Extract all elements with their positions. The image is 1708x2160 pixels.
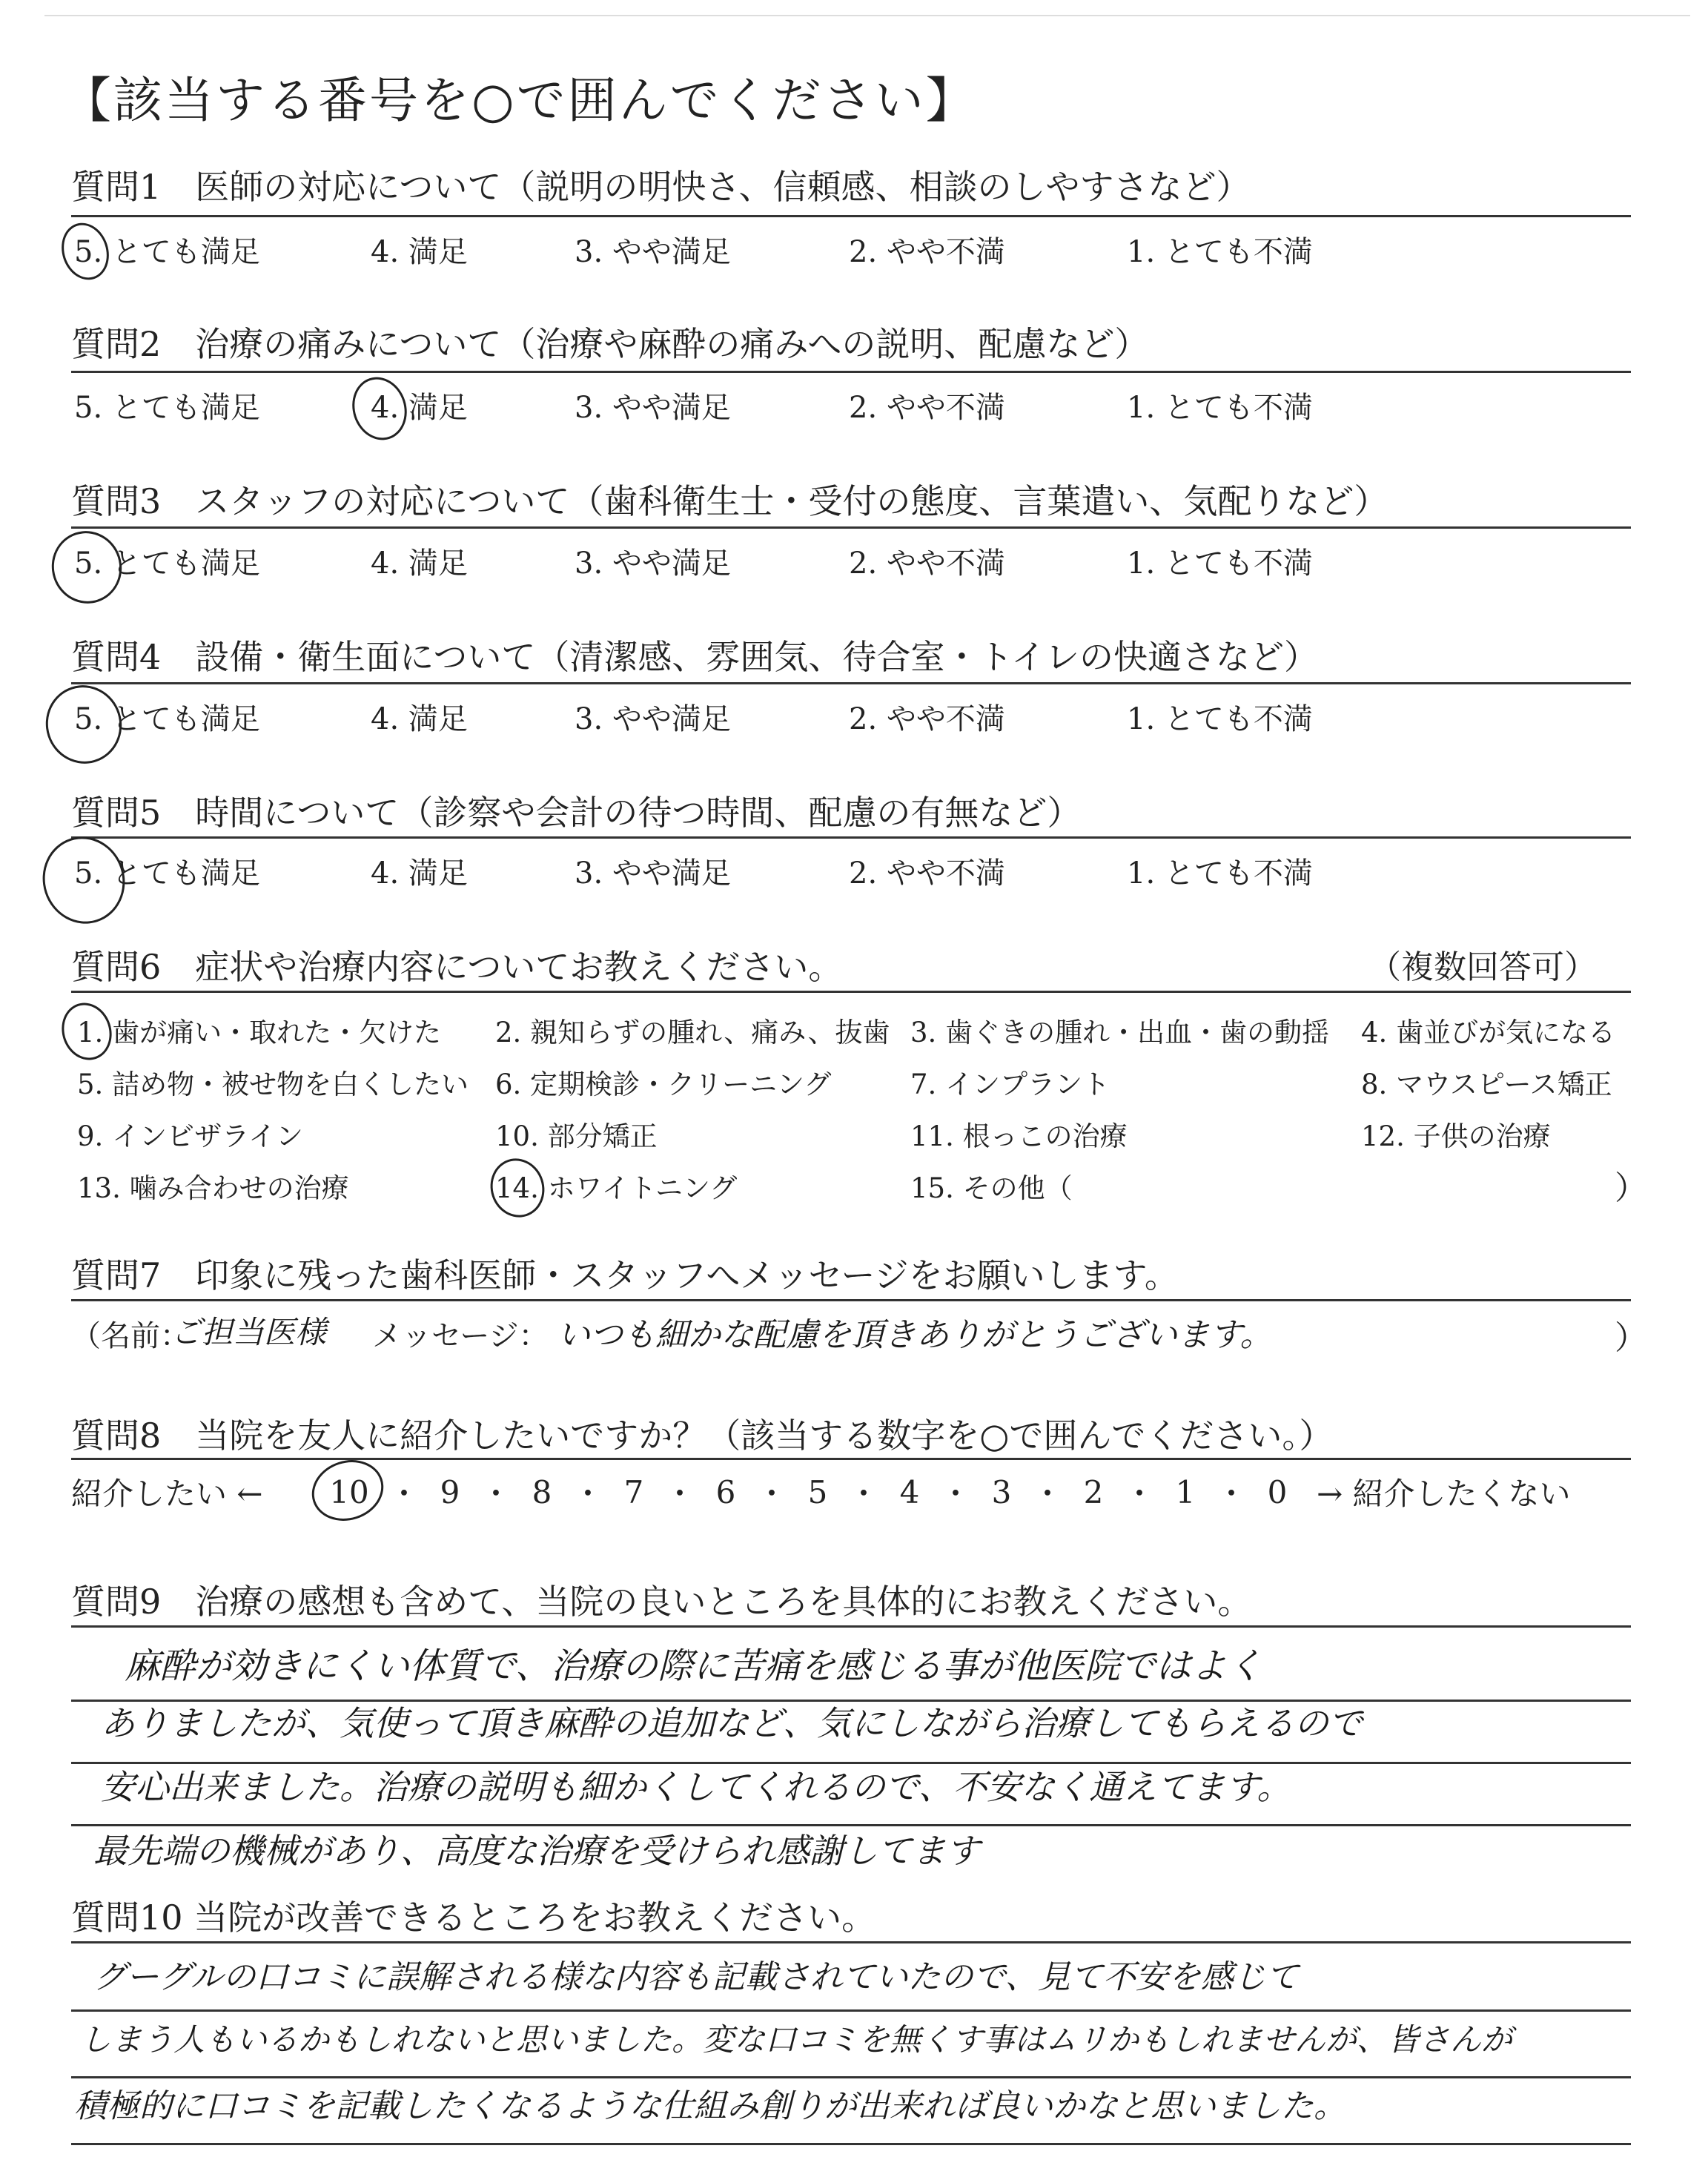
q1-option-1[interactable]: 1. とても不満 (1127, 235, 1313, 269)
q1-option-2[interactable]: 2. やや不満 (849, 235, 1005, 269)
q6-item-10[interactable]: 10. 部分矯正 (495, 1120, 658, 1152)
q6-other-close: ） (1615, 1169, 1647, 1207)
q8-value-6[interactable]: 6 (715, 1473, 736, 1510)
q8-separator: ・ (755, 1476, 787, 1512)
q8-value-8[interactable]: 8 (532, 1473, 552, 1510)
question-7-rule (71, 1299, 1631, 1301)
q8-right-label: → 紹介したくない (1317, 1476, 1571, 1512)
q6-item-9[interactable]: 9. インビザライン (77, 1120, 303, 1152)
q7-name-label: （名前： (71, 1319, 190, 1353)
q4-option-1[interactable]: 1. とても不満 (1127, 702, 1313, 736)
q6-item-7[interactable]: 7. インプラント (910, 1069, 1110, 1100)
question-4-rule (71, 682, 1631, 684)
q6-answer-circle-1 (55, 997, 119, 1067)
question-6-rule (71, 991, 1631, 993)
q4-option-5[interactable]: 5. とても満足 (74, 702, 260, 736)
question-1-title: 質問1 医師の対応について（説明の明快さ、信頼感、相談のしやすさなど） (71, 167, 1251, 207)
q6-item-5[interactable]: 5. 詰め物・被せ物を白くしたい (77, 1069, 469, 1100)
q9-answer-line-4[interactable]: 最先端の機械があり、高度な治療を受けられ感謝してます (93, 1831, 980, 1871)
q8-separator: ・ (663, 1476, 695, 1512)
question-9-title: 質問9 治療の感想も含めて、当院の良いところを具体的にお教えください。 (71, 1582, 1252, 1622)
q8-value-5[interactable]: 5 (807, 1473, 828, 1510)
question-3-rule (71, 526, 1631, 529)
question-5-rule (71, 836, 1631, 839)
q8-value-1[interactable]: 1 (1175, 1473, 1196, 1510)
q10-answer-line (71, 2076, 1631, 2078)
q3-option-5[interactable]: 5. とても満足 (74, 546, 260, 581)
q10-answer-line (71, 2009, 1631, 2012)
q6-item-11[interactable]: 11. 根っこの治療 (910, 1120, 1128, 1152)
question-6-note: （複数回答可） (1368, 948, 1597, 986)
top-border (44, 15, 1690, 16)
q3-option-1[interactable]: 1. とても不満 (1127, 546, 1313, 581)
q8-separator: ・ (1031, 1476, 1063, 1512)
q8-value-3[interactable]: 3 (991, 1473, 1012, 1510)
q8-value-10[interactable]: 10 (329, 1473, 369, 1510)
q7-close: ） (1615, 1319, 1647, 1357)
q6-item-6[interactable]: 6. 定期検診・クリーニング (495, 1069, 832, 1100)
q8-value-7[interactable]: 7 (623, 1473, 644, 1510)
q10-answer-line-2[interactable]: しまう人もいるかもしれないと思いました。変な口コミを無くす事はムリかもしれませんが、皆さんが (80, 2021, 1513, 2058)
question-6-title: 質問6 症状や治療内容についてお教えください。 (71, 947, 843, 987)
q6-item-12[interactable]: 12. 子供の治療 (1361, 1120, 1551, 1152)
q4-option-3[interactable]: 3. やや満足 (575, 702, 731, 736)
question-8-rule (71, 1458, 1631, 1460)
q9-answer-line-2[interactable]: ありましたが、気使って頂き麻酔の追加など、気にしながら治療してもらえるので (101, 1703, 1363, 1743)
question-8-title: 質問8 当院を友人に紹介したいですか？（該当する数字を○で囲んでください。） (71, 1416, 1334, 1456)
q4-answer-circle (36, 676, 132, 773)
q6-item-4[interactable]: 4. 歯並びが気になる (1361, 1017, 1616, 1048)
q8-separator: ・ (939, 1476, 971, 1512)
question-4-title: 質問4 設備・衛生面について（清潔感、雰囲気、待合室・トイレの快適さなど） (71, 637, 1319, 677)
q3-option-2[interactable]: 2. やや不満 (849, 546, 1005, 581)
q1-option-5[interactable]: 5. とても満足 (74, 235, 260, 269)
q3-option-4[interactable]: 4. 満足 (371, 546, 468, 581)
q6-item-13[interactable]: 13. 噛み合わせの治療 (77, 1172, 349, 1204)
q3-option-3[interactable]: 3. やや満足 (575, 546, 731, 581)
question-9-rule (71, 1625, 1631, 1628)
q7-message-value[interactable]: いつも細かな配慮を頂きありがとうございます。 (557, 1316, 1273, 1354)
q2-option-2[interactable]: 2. やや不満 (849, 391, 1005, 425)
q2-option-4[interactable]: 4. 満足 (371, 391, 468, 425)
q5-option-3[interactable]: 3. やや満足 (575, 856, 731, 891)
q6-item-8[interactable]: 8. マウスピース矯正 (1361, 1069, 1612, 1100)
question-10-rule (71, 1941, 1631, 1943)
q9-answer-line-1[interactable]: 麻酔が効きにくい体質で、治療の際に苦痛を感じる事が他医院ではよく (125, 1645, 1263, 1687)
q8-separator: ・ (1123, 1476, 1155, 1512)
q6-item-3[interactable]: 3. 歯ぐきの腫れ・出血・歯の動揺 (910, 1017, 1330, 1048)
q5-option-1[interactable]: 1. とても不満 (1127, 856, 1313, 891)
question-7-title: 質問7 印象に残った歯科医師・スタッフへメッセージをお願いします。 (71, 1255, 1179, 1295)
question-1-rule (71, 215, 1631, 217)
q10-answer-line-1[interactable]: グーグルの口コミに誤解される様な内容も記載されていたので、見て不安を感じて (93, 1958, 1299, 1996)
q8-separator: ・ (480, 1476, 512, 1512)
question-3-title: 質問3 スタッフの対応について（歯科衛生士・受付の態度、言葉遣い、気配りなど） (71, 481, 1388, 521)
question-10-title: 質問10 当院が改善できるところをお教えください。 (71, 1898, 876, 1938)
q1-answer-circle (54, 217, 116, 285)
q6-answer-circle-14 (483, 1152, 552, 1224)
q6-item-2[interactable]: 2. 親知らずの腫れ、痛み、抜歯 (495, 1017, 890, 1048)
q9-answer-line-3[interactable]: 安心出来ました。治療の説明も細かくしてくれるので、不安なく通えてます。 (101, 1767, 1291, 1807)
page-title: 【該当する番号を○で囲んでください】 (62, 72, 977, 129)
q8-value-0[interactable]: 0 (1267, 1473, 1288, 1510)
q2-option-1[interactable]: 1. とても不満 (1127, 391, 1313, 425)
q2-option-3[interactable]: 3. やや満足 (575, 391, 731, 425)
q8-scale (71, 1470, 1571, 1514)
q8-separator: ・ (388, 1476, 420, 1512)
q10-answer-line (71, 2143, 1631, 2145)
q7-message-label: メッセージ： (372, 1319, 549, 1353)
q1-option-3[interactable]: 3. やや満足 (575, 235, 731, 269)
q8-value-2[interactable]: 2 (1083, 1473, 1104, 1510)
q8-left-label: 紹介したい ← (71, 1476, 263, 1512)
q8-value-4[interactable]: 4 (899, 1473, 920, 1510)
q4-option-4[interactable]: 4. 満足 (371, 702, 468, 736)
question-5-title: 質問5 時間について（診察や会計の待つ時間、配慮の有無など） (71, 793, 1082, 833)
q1-option-4[interactable]: 4. 満足 (371, 235, 468, 269)
q8-value-9[interactable]: 9 (440, 1473, 460, 1510)
q8-separator: ・ (572, 1476, 603, 1512)
q5-option-5[interactable]: 5. とても満足 (74, 856, 260, 891)
q8-answer-circle (304, 1451, 391, 1530)
q6-item-14[interactable]: 14. ホワイトニング (495, 1172, 738, 1204)
q5-option-4[interactable]: 4. 満足 (371, 856, 468, 891)
q4-option-2[interactable]: 2. やや不満 (849, 702, 1005, 736)
q5-answer-circle (31, 826, 136, 934)
q8-separator: ・ (847, 1476, 879, 1512)
q5-option-2[interactable]: 2. やや不満 (849, 856, 1005, 891)
q2-option-5[interactable]: 5. とても満足 (74, 391, 260, 425)
q6-item-1[interactable]: 1. 歯が痛い・取れた・欠けた (77, 1017, 442, 1048)
question-2-rule (71, 371, 1631, 373)
q6-item-15[interactable]: 15. その他（ (910, 1172, 1073, 1204)
q2-answer-circle (344, 370, 414, 447)
q10-answer-line-3[interactable]: 積極的に口コミを記載したくなるような仕組み創りが出来れば良いかなと思いました。 (74, 2087, 1346, 2125)
q3-answer-circle (42, 522, 131, 612)
q7-name-value[interactable]: ご担当医様 (171, 1314, 327, 1350)
question-2-title: 質問2 治療の痛みについて（治療や麻酔の痛みへの説明、配慮など） (71, 324, 1149, 364)
q8-separator: ・ (1215, 1476, 1247, 1512)
